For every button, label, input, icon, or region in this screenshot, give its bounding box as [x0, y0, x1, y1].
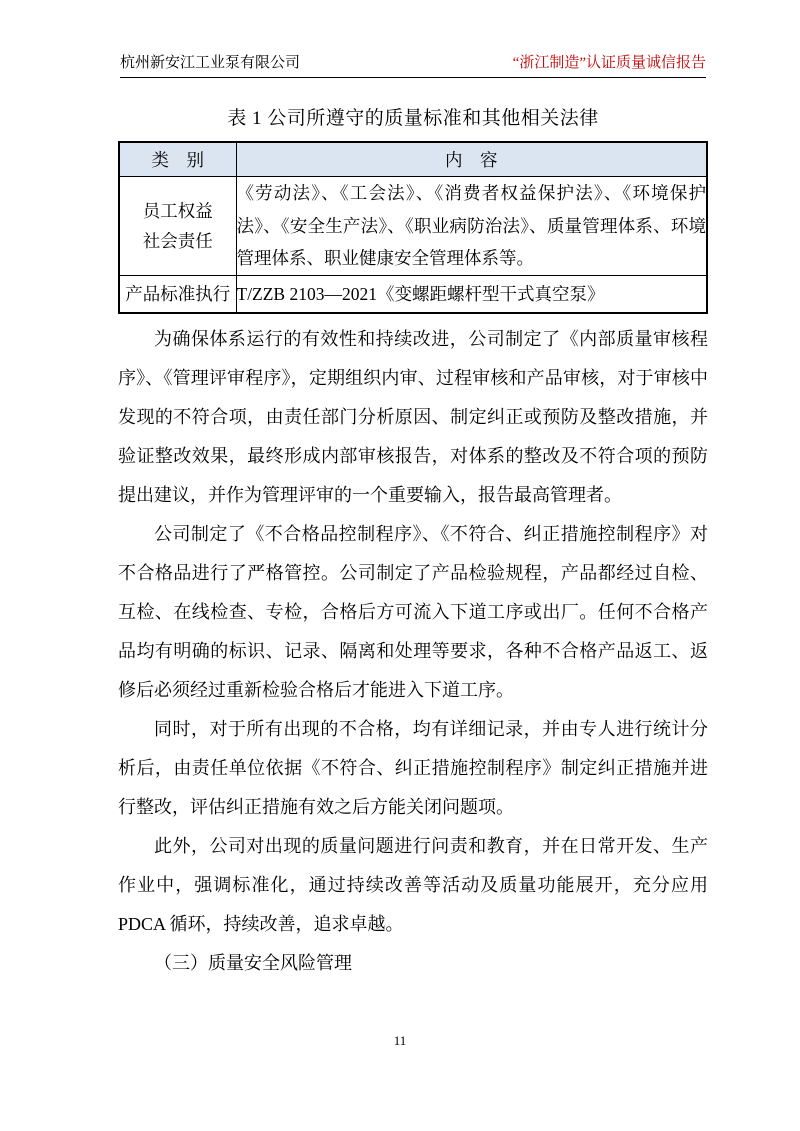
- cell-content: T/ZZB 2103—2021《变螺距螺杆型干式真空泵》: [236, 275, 707, 313]
- paragraph: 同时，对于所有出现的不合格，均有详细记录，并由专人进行统计分析后，由责任单位依据《不符合、纠正措施控制程序》制定纠正措施并进行整改，评估纠正措施有效之后方能关闭问题项。: [118, 718, 708, 817]
- table-row: [119, 275, 707, 313]
- section-heading: （三）质量安全风险管理: [154, 952, 352, 973]
- cell-category: [119, 275, 236, 313]
- category-line: 产品标准执行: [125, 283, 231, 304]
- table-header-row: [119, 142, 707, 177]
- body-text: [118, 320, 708, 983]
- running-header: [120, 54, 706, 78]
- page-number: 11: [393, 1033, 407, 1048]
- cell-content: 《劳动法》、《工会法》、《消费者权益保护法》、《环境保护法》、《安全生产法》、《职业病防治法》、质量管理体系、环境管理体系、职业健康安全管理体系等。: [236, 177, 707, 276]
- cell-category: [119, 177, 236, 276]
- table-row: [119, 177, 707, 276]
- paragraph: 此外，公司对出现的质量问题进行问责和教育，并在日常开发、生产作业中，强调标准化，通过持续改善等活动及质量功能展开，充分应用 PDCA 循环，持续改善，追求卓越。: [118, 835, 708, 934]
- column-header-content: 内 容: [236, 142, 707, 177]
- page-content: [118, 100, 708, 983]
- column-header-category: 类 别: [119, 142, 236, 177]
- paragraph: 公司制定了《不合格品控制程序》、《不符合、纠正措施控制程序》对不合格品进行了严格管控。公司制定了产品检验规程，产品都经过自检、互检、在线检查、专检，合格后方可流入下道工序或出厂。任何不合格产品均有明确的标识、记录、隔离和处理等要求，各种不合格产品返工、返修后必须经过重新检验合格后才能进入下道工序。: [118, 523, 708, 700]
- category-line: 员工权益: [142, 200, 213, 221]
- standards-table: [118, 141, 708, 314]
- paragraph: 为确保体系运行的有效性和持续改进，公司制定了《内部质量审核程序》、《管理评审程序》，定期组织内审、过程审核和产品审核，对于审核中发现的不符合项，由责任部门分析原因、制定纠正或预防及整改措施，并验证整改效果，最终形成内部审核报告，对体系的整改及不符合项的预防提出建议，并作为管理评审的一个重要输入，报告最高管理者。: [118, 328, 708, 505]
- category-line: 社会责任: [142, 230, 213, 251]
- header-company-name: 杭州新安江工业泵有限公司: [120, 55, 301, 71]
- header-report-title: “浙江制造”认证质量诚信报告: [512, 55, 706, 71]
- table-title: 表 1 公司所遵守的质量标准和其他相关法律: [227, 108, 599, 129]
